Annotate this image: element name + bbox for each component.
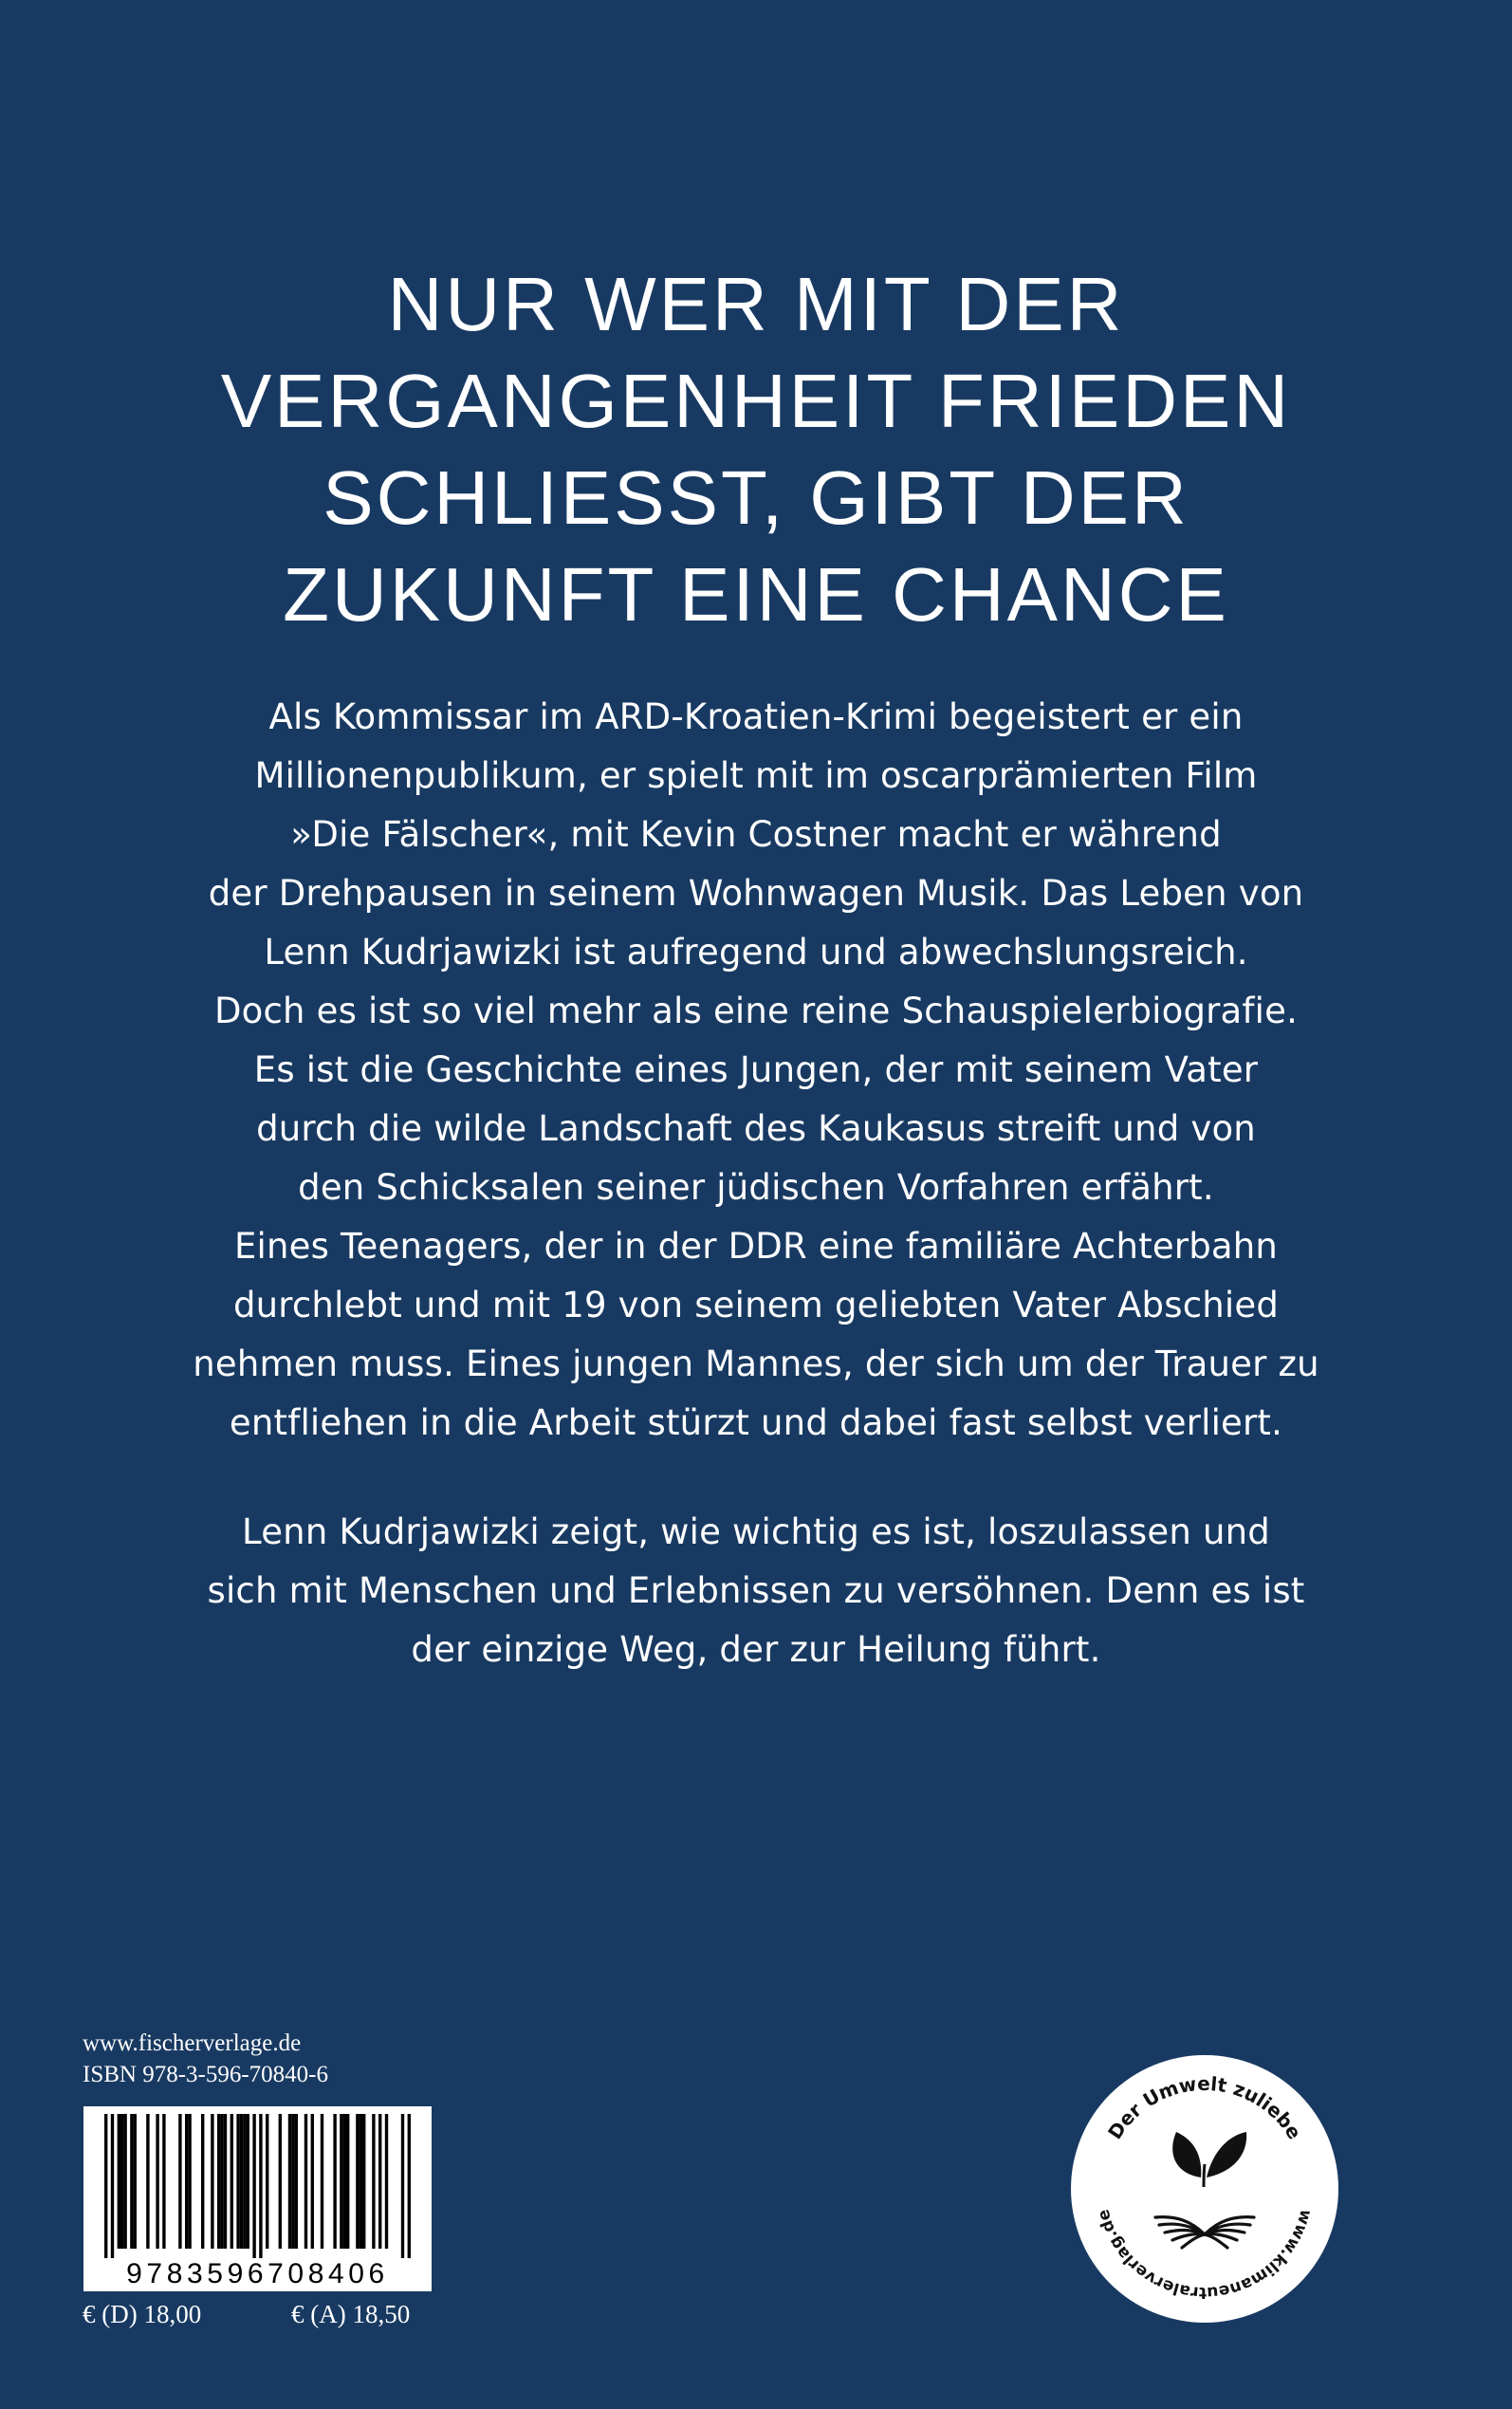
blurb-line: Doch es ist so viel mehr als eine reine Schauspielerbiografie.	[213, 991, 1299, 1031]
blurb-line: entfliehen in die Arbeit stürzt und dabei fast selbst verliert.	[229, 1402, 1283, 1443]
headline-line: SCHLIESST, GIBT DER	[323, 455, 1189, 540]
headline-line: VERGANGENHEIT FRIEDEN	[220, 359, 1292, 443]
barcode-bar	[130, 2114, 133, 2249]
barcode-bar	[156, 2114, 158, 2249]
publisher-website: www.fischerverlage.de	[83, 2030, 302, 2056]
barcode-bar	[321, 2114, 323, 2249]
barcode-bar	[311, 2114, 314, 2249]
barcode-bar	[385, 2114, 388, 2249]
blurb-line: durchlebt und mit 19 von seinem geliebten Vater Abschied	[232, 1285, 1280, 1325]
blurb-line: der Drehpausen in seinem Wohnwagen Musik. Das Leben von	[208, 873, 1304, 914]
blurb-line: Millionenpublikum, er spielt mit im oscarprämierten Film	[254, 755, 1258, 796]
barcode-bar	[178, 2114, 181, 2249]
barcode-bar	[162, 2114, 165, 2249]
blurb-line: Als Kommissar im ARD-Kroatien-Krimi begeistert er ein	[268, 696, 1244, 737]
barcode-bar	[230, 2114, 233, 2249]
barcode-bar	[188, 2114, 191, 2249]
barcode-bar	[134, 2114, 137, 2249]
barcode	[83, 2106, 432, 2291]
barcode-bar	[259, 2114, 262, 2258]
barcode-bar	[201, 2114, 204, 2249]
blurb-line: Lenn Kudrjawizki ist aufregend und abwechslungsreich.	[264, 932, 1248, 973]
blurb-paragraph-1	[142, 688, 1370, 1453]
barcode-bar	[362, 2114, 365, 2249]
blurb-line: Lenn Kudrjawizki zeigt, wie wichtig es ist, loszulassen und	[242, 1511, 1270, 1552]
climate-neutral-badge	[1070, 2054, 1339, 2324]
barcode-bar	[291, 2114, 294, 2249]
blurb-line: den Schicksalen seiner jüdischen Vorfahren erfährt.	[298, 1167, 1214, 1208]
barcode-bar	[279, 2114, 282, 2249]
barcode-bar	[211, 2114, 213, 2249]
barcode-bar	[120, 2114, 123, 2249]
blurb-line: nehmen muss. Eines jungen Mannes, der sich um der Trauer zu	[193, 1343, 1319, 1384]
barcode-bar	[343, 2114, 346, 2249]
barcode-bar	[401, 2114, 404, 2258]
barcode-bar	[185, 2114, 188, 2249]
barcode-bar	[111, 2114, 114, 2258]
barcode-bar	[243, 2114, 246, 2249]
badge-circle	[1071, 2055, 1338, 2323]
price-germany: € (D) 18,00	[83, 2300, 202, 2328]
badge-top-text: Der Umwelt zuliebe	[1103, 2071, 1306, 2143]
badge-graphic	[1070, 2054, 1339, 2324]
barcode-bar	[408, 2114, 411, 2258]
blurb-line: der einzige Weg, der zur Heilung führt.	[411, 1629, 1101, 1670]
barcode-bar	[340, 2114, 342, 2249]
blurb-line: durch die wilde Landschaft des Kaukasus streift und von	[256, 1108, 1256, 1149]
barcode-bar	[217, 2114, 220, 2249]
price-austria: € (A) 18,50	[291, 2300, 411, 2328]
blurb-line: Eines Teenagers, der in der DDR eine familiäre Achterbahn	[233, 1226, 1279, 1267]
barcode-bar	[247, 2114, 249, 2249]
barcode-digits: 9783596708406	[126, 2258, 389, 2289]
barcode-bar	[360, 2114, 362, 2249]
barcode-bar	[356, 2114, 359, 2249]
headline-line: NUR WER MIT DER	[387, 262, 1125, 346]
barcode-bar	[304, 2114, 307, 2249]
barcode-bar	[118, 2114, 120, 2249]
barcode-bar	[288, 2114, 291, 2249]
barcode-bar	[295, 2114, 298, 2249]
blurb-line: »Die Fälscher«, mit Kevin Costner macht er während	[290, 814, 1222, 855]
headline	[0, 256, 1512, 643]
barcode-bars	[104, 2114, 411, 2258]
barcode-bar	[123, 2114, 126, 2249]
barcode-bar	[252, 2114, 255, 2258]
barcode-bar	[236, 2114, 239, 2249]
barcode-graphic	[83, 2106, 432, 2291]
blurb-line: Es ist die Geschichte eines Jungen, der mit seinem Vater	[253, 1049, 1259, 1090]
headline-line: ZUKUNFT EINE CHANCE	[283, 552, 1229, 637]
barcode-bar	[220, 2114, 223, 2249]
barcode-bar	[146, 2114, 149, 2249]
barcode-bar	[346, 2114, 349, 2249]
blurb-paragraph-2	[142, 1503, 1370, 1679]
barcode-bar	[372, 2114, 375, 2249]
isbn-text: ISBN 978-3-596-70840-6	[83, 2062, 329, 2087]
blurb-line: sich mit Menschen und Erlebnissen zu versöhnen. Denn es ist	[207, 1570, 1305, 1611]
barcode-bar	[104, 2114, 107, 2258]
barcode-bar	[240, 2114, 243, 2249]
barcode-bar	[378, 2114, 381, 2249]
barcode-bar	[224, 2114, 227, 2249]
barcode-bar	[266, 2114, 268, 2249]
barcode-bar	[333, 2114, 336, 2249]
badge-bottom-text: www.klimaneutralerverlag.de	[1094, 2207, 1316, 2303]
